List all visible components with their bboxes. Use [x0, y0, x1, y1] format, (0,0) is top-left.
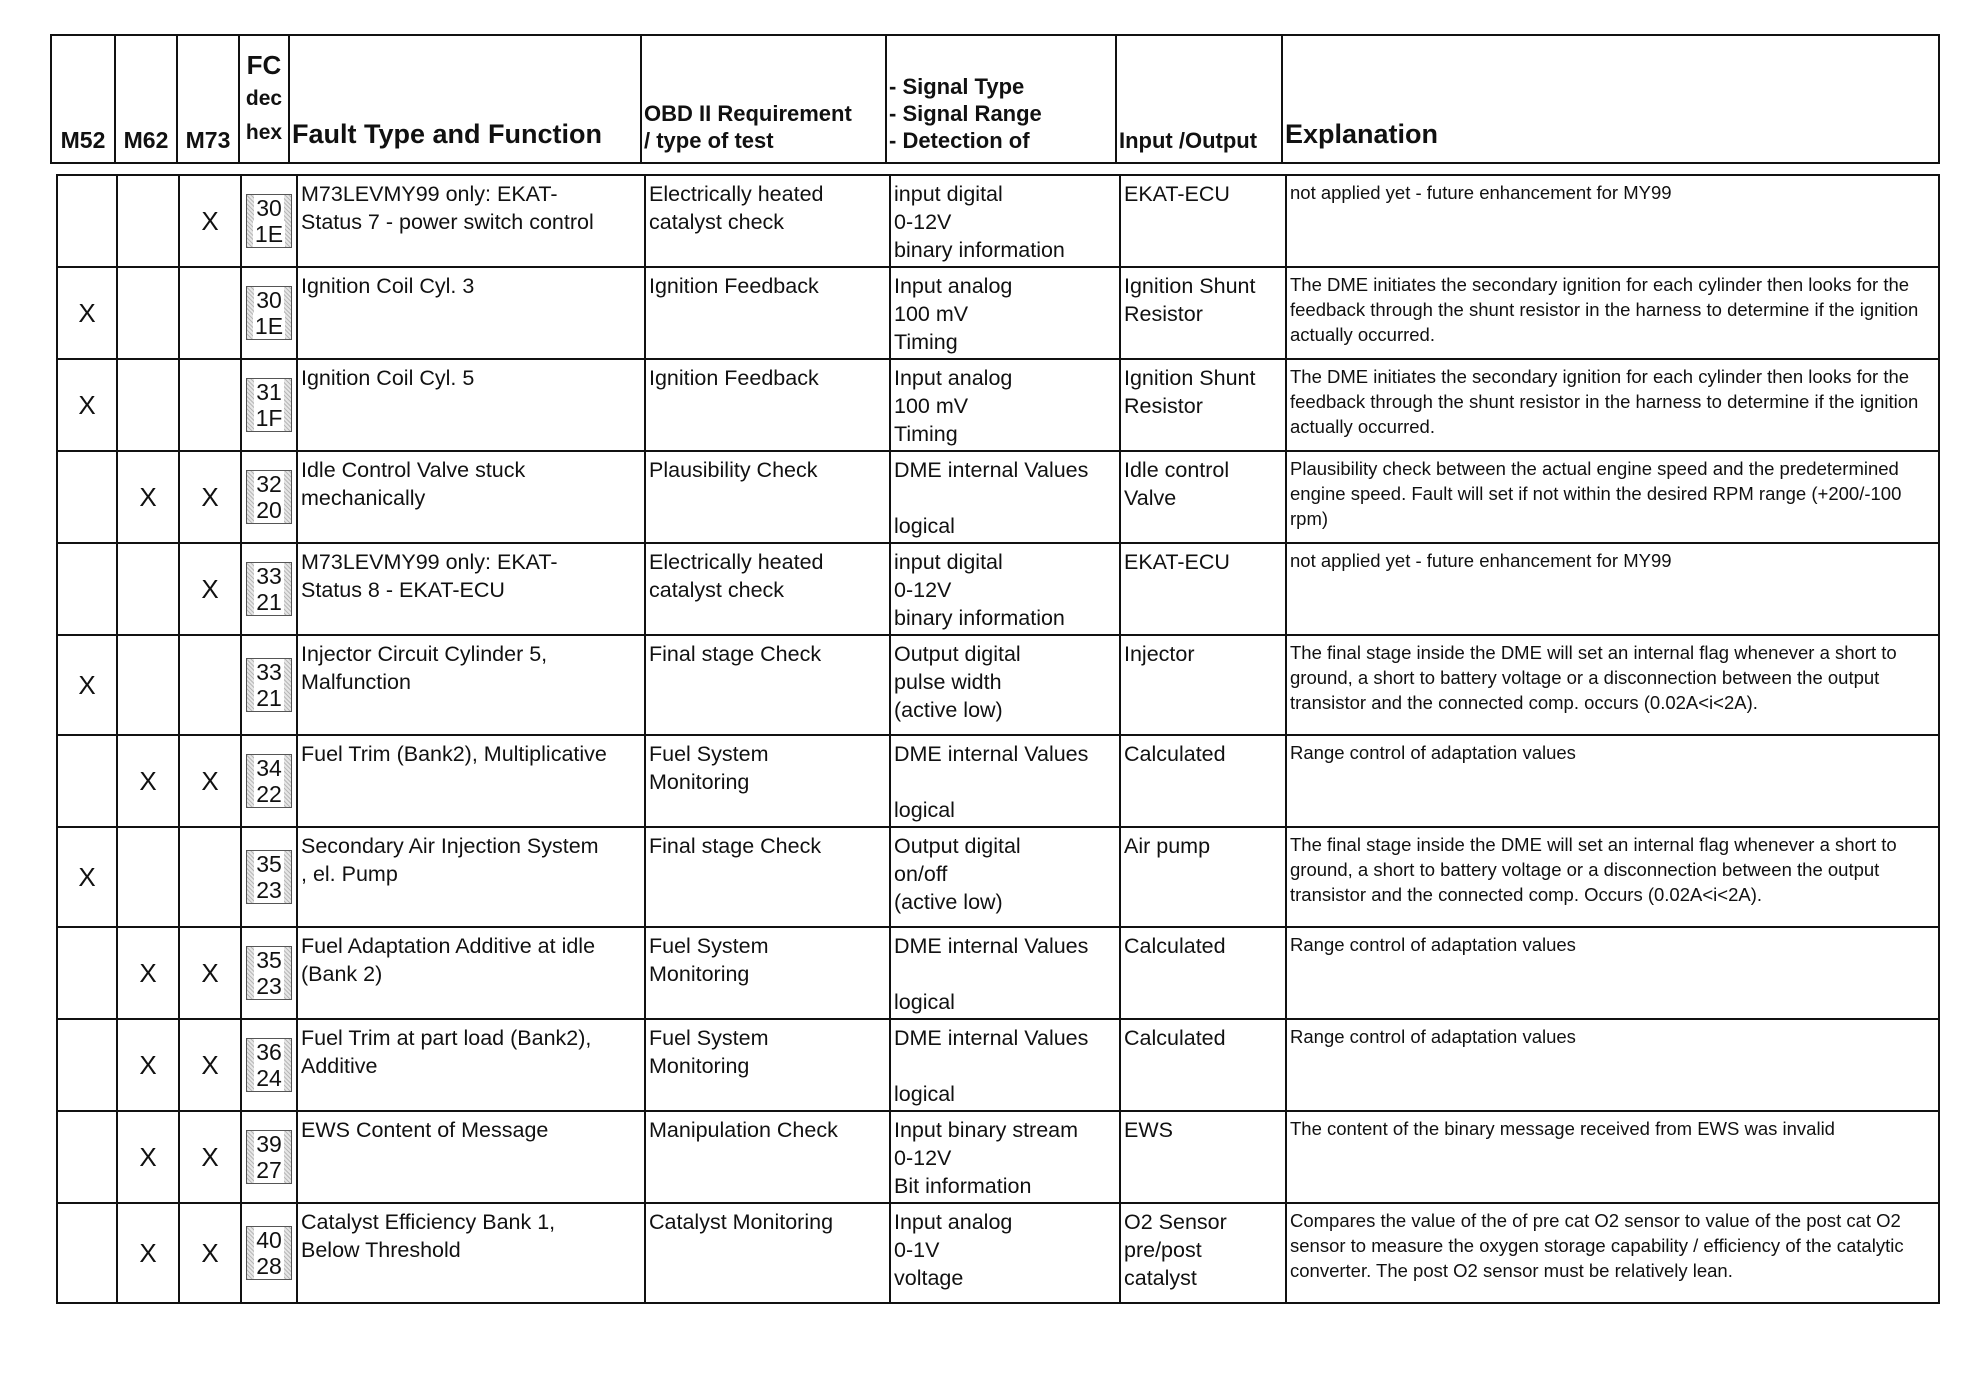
- signal-cell: [890, 1203, 1120, 1303]
- m73-mark-text: X: [201, 958, 219, 988]
- fault-type-cell: [297, 635, 645, 735]
- table-row: [57, 827, 1939, 927]
- header-m52: M52: [51, 35, 115, 163]
- explanation-cell-text: Range control of adaptation values: [1290, 934, 1576, 955]
- m52-mark: [57, 359, 117, 451]
- input-output-cell: [1120, 359, 1286, 451]
- m52-mark-text: X: [78, 862, 96, 892]
- signal-cell-text: Input analog 100 mV Timing: [894, 274, 1013, 354]
- m52-mark: [57, 827, 117, 927]
- fault-code-box: [246, 946, 292, 1000]
- fault-type-cell: [297, 175, 645, 267]
- fault-type-cell-text: Ignition Coil Cyl. 5: [301, 366, 475, 390]
- fault-code-dec: 31: [256, 379, 282, 405]
- signal-cell: [890, 543, 1120, 635]
- explanation-cell-text: Range control of adaptation values: [1290, 1026, 1576, 1047]
- fault-type-cell: [297, 735, 645, 827]
- header-io: Input /Output: [1116, 35, 1282, 163]
- m62-mark-text: X: [139, 1238, 157, 1268]
- signal-cell: [890, 635, 1120, 735]
- obd-requirement-cell-text: Fuel System Monitoring: [649, 1026, 769, 1078]
- fault-code-dec: 30: [256, 287, 282, 313]
- m52-mark: [57, 1019, 117, 1111]
- m73-mark: [179, 735, 241, 827]
- obd-requirement-cell-text: Catalyst Monitoring: [649, 1210, 834, 1234]
- input-output-cell: [1120, 175, 1286, 267]
- signal-cell: [890, 175, 1120, 267]
- m73-mark: [179, 1019, 241, 1111]
- input-output-cell-text: Injector: [1124, 642, 1195, 666]
- table-row: [57, 1111, 1939, 1203]
- signal-cell: [890, 927, 1120, 1019]
- header-fc: [239, 35, 289, 163]
- signal-cell-text: Input analog 100 mV Timing: [894, 366, 1013, 446]
- fault-type-cell-text: M73LEVMY99 only: EKAT- Status 8 - EKAT-ECU: [301, 550, 558, 602]
- fault-type-cell-text: Idle Control Valve stuck mechanically: [301, 458, 526, 510]
- fault-type-cell-text: EWS Content of Message: [301, 1118, 549, 1142]
- fault-code-dec: 33: [256, 659, 282, 685]
- m62-mark: [117, 1019, 179, 1111]
- explanation-cell: [1286, 635, 1939, 735]
- explanation-cell: [1286, 543, 1939, 635]
- fault-code-hex: 20: [256, 497, 282, 523]
- fault-code-box: [246, 1038, 292, 1092]
- fault-code-hex: 1E: [254, 313, 284, 339]
- input-output-cell: [1120, 1019, 1286, 1111]
- fault-type-cell: [297, 1019, 645, 1111]
- input-output-cell: [1120, 1111, 1286, 1203]
- fault-code-dec: 30: [256, 195, 282, 221]
- header-obd: [641, 35, 886, 163]
- fault-code-cell: [241, 1111, 297, 1203]
- m73-mark: [179, 827, 241, 927]
- input-output-cell-text: EKAT-ECU: [1124, 550, 1230, 574]
- input-output-cell-text: Idle control Valve: [1124, 458, 1230, 510]
- signal-cell-text: DME internal Values logical: [894, 742, 1089, 822]
- explanation-cell-text: The final stage inside the DME will set an internal flag whenever a short to ground, a short to battery voltage or a disconnection between the output transistor and the connected comp. occurs (0.02A<i<2A).: [1290, 642, 1897, 713]
- fault-code-box: [246, 286, 292, 340]
- obd-requirement-cell: [645, 267, 890, 359]
- obd-requirement-cell-text: Fuel System Monitoring: [649, 934, 769, 986]
- obd-requirement-cell-text: Ignition Feedback: [649, 274, 819, 298]
- input-output-cell-text: O2 Sensor pre/post catalyst: [1124, 1210, 1227, 1290]
- explanation-cell-text: not applied yet - future enhancement for MY99: [1290, 550, 1672, 571]
- input-output-cell: [1120, 267, 1286, 359]
- explanation-cell-text: The final stage inside the DME will set an internal flag whenever a short to ground, a short to battery voltage or a disconnection between the output transistor and the connected comp. Occurs (0.02A<i<2A).: [1290, 834, 1897, 905]
- obd-requirement-cell: [645, 451, 890, 543]
- explanation-cell: [1286, 267, 1939, 359]
- fault-code-box: [246, 754, 292, 808]
- signal-cell: [890, 827, 1120, 927]
- m73-mark: [179, 927, 241, 1019]
- fault-code-box: [246, 470, 292, 524]
- m62-mark: [117, 175, 179, 267]
- m52-mark: [57, 267, 117, 359]
- fault-type-cell: [297, 927, 645, 1019]
- input-output-cell-text: Calculated: [1124, 1026, 1226, 1050]
- fault-code-dec: 33: [256, 563, 282, 589]
- fault-code-cell: [241, 359, 297, 451]
- fault-type-cell-text: M73LEVMY99 only: EKAT- Status 7 - power switch control: [301, 182, 594, 234]
- fault-code-box: [246, 850, 292, 904]
- obd-requirement-cell-text: Final stage Check: [649, 642, 822, 666]
- signal-cell-text: DME internal Values logical: [894, 1026, 1089, 1106]
- fault-code-box: [246, 562, 292, 616]
- fault-type-cell-text: Fuel Adaptation Additive at idle (Bank 2): [301, 934, 596, 986]
- obd-requirement-cell-text: Ignition Feedback: [649, 366, 819, 390]
- explanation-cell-text: The content of the binary message received from EWS was invalid: [1290, 1118, 1835, 1139]
- fault-code-dec: 32: [256, 471, 282, 497]
- fault-code-hex: 24: [256, 1065, 282, 1091]
- m73-mark-text: X: [201, 1238, 219, 1268]
- obd-requirement-cell-text: Plausibility Check: [649, 458, 818, 482]
- m73-mark-text: X: [201, 574, 219, 604]
- m62-mark: [117, 267, 179, 359]
- fault-type-cell: [297, 1111, 645, 1203]
- m52-mark: [57, 1111, 117, 1203]
- input-output-cell: [1120, 1203, 1286, 1303]
- input-output-cell-text: EWS: [1124, 1118, 1173, 1142]
- fault-code-hex: 23: [256, 973, 282, 999]
- header-fc-line2: dec: [245, 87, 283, 110]
- fault-code-box: [246, 1226, 292, 1280]
- signal-cell: [890, 735, 1120, 827]
- header-signal-line3: - Detection of: [889, 128, 1030, 153]
- explanation-cell-text: Range control of adaptation values: [1290, 742, 1576, 763]
- fault-code-cell: [241, 543, 297, 635]
- explanation-cell: [1286, 1019, 1939, 1111]
- explanation-cell-text: The DME initiates the secondary ignition for each cylinder then looks for the feedback through the shunt resistor in the harness to determine if the ignition actually occurred.: [1290, 274, 1919, 345]
- m73-mark: [179, 267, 241, 359]
- header-signal-line2: - Signal Range: [889, 101, 1042, 126]
- explanation-cell: [1286, 175, 1939, 267]
- fault-type-cell-text: Catalyst Efficiency Bank 1, Below Threshold: [301, 1210, 556, 1262]
- input-output-cell-text: Air pump: [1124, 834, 1211, 858]
- m62-mark-text: X: [139, 958, 157, 988]
- fault-code-hex: 23: [256, 877, 282, 903]
- input-output-cell-text: Calculated: [1124, 742, 1226, 766]
- m73-mark: [179, 175, 241, 267]
- fault-code-hex: 28: [256, 1253, 282, 1279]
- fault-code-box: [246, 1130, 292, 1184]
- fault-type-cell: [297, 543, 645, 635]
- obd-requirement-cell-text: Final stage Check: [649, 834, 822, 858]
- m73-mark: [179, 359, 241, 451]
- obd-requirement-cell-text: Electrically heated catalyst check: [649, 182, 824, 234]
- m52-mark-text: X: [78, 670, 96, 700]
- explanation-cell: [1286, 827, 1939, 927]
- m62-mark: [117, 1203, 179, 1303]
- fault-code-cell: [241, 735, 297, 827]
- header-table: [50, 34, 1940, 164]
- header-obd-line2: / type of test: [644, 128, 774, 153]
- signal-cell-text: DME internal Values logical: [894, 458, 1089, 538]
- fault-code-dec: 35: [256, 947, 282, 973]
- m62-mark: [117, 451, 179, 543]
- fault-type-cell: [297, 451, 645, 543]
- fault-code-table: [56, 174, 1940, 1304]
- m62-mark: [117, 1111, 179, 1203]
- signal-cell: [890, 1111, 1120, 1203]
- obd-requirement-cell: [645, 735, 890, 827]
- table-row: [57, 927, 1939, 1019]
- signal-cell-text: DME internal Values logical: [894, 934, 1089, 1014]
- table-row: [57, 635, 1939, 735]
- m73-mark-text: X: [201, 766, 219, 796]
- input-output-cell: [1120, 543, 1286, 635]
- header-m73: M73: [177, 35, 239, 163]
- input-output-cell: [1120, 451, 1286, 543]
- input-output-cell-text: Calculated: [1124, 934, 1226, 958]
- fault-code-cell: [241, 827, 297, 927]
- fault-type-cell-text: Secondary Air Injection System , el. Pump: [301, 834, 599, 886]
- fault-code-hex: 21: [256, 685, 282, 711]
- fault-code-hex: 22: [256, 781, 282, 807]
- m52-mark: [57, 735, 117, 827]
- fault-code-cell: [241, 1203, 297, 1303]
- obd-requirement-cell-text: Electrically heated catalyst check: [649, 550, 824, 602]
- fault-code-dec: 36: [256, 1039, 282, 1065]
- m73-mark: [179, 635, 241, 735]
- obd-requirement-cell: [645, 175, 890, 267]
- fault-code-cell: [241, 175, 297, 267]
- m52-mark-text: X: [78, 298, 96, 328]
- header-fc-line1: FC: [246, 50, 282, 80]
- header-explanation: Explanation: [1282, 35, 1939, 163]
- fault-code-box: [246, 378, 292, 432]
- fault-type-cell-text: Fuel Trim at part load (Bank2), Additive: [301, 1026, 592, 1078]
- input-output-cell: [1120, 635, 1286, 735]
- signal-cell-text: Input analog 0-1V voltage: [894, 1210, 1013, 1290]
- signal-cell: [890, 267, 1120, 359]
- m62-mark: [117, 827, 179, 927]
- fault-type-cell-text: Ignition Coil Cyl. 3: [301, 274, 475, 298]
- fault-code-dec: 40: [256, 1227, 282, 1253]
- explanation-cell-text: Plausibility check between the actual engine speed and the predetermined engine speed. Fault will set if not within the desired RPM range (+200/-100 rpm): [1290, 458, 1902, 529]
- obd-requirement-cell: [645, 1111, 890, 1203]
- obd-requirement-cell-text: Fuel System Monitoring: [649, 742, 769, 794]
- m52-mark: [57, 175, 117, 267]
- table-row: [57, 451, 1939, 543]
- header-signal-line1: - Signal Type: [889, 74, 1025, 99]
- signal-cell: [890, 359, 1120, 451]
- m73-mark-text: X: [201, 482, 219, 512]
- signal-cell: [890, 1019, 1120, 1111]
- m73-mark: [179, 451, 241, 543]
- m52-mark: [57, 543, 117, 635]
- table-row: [57, 543, 1939, 635]
- explanation-cell: [1286, 735, 1939, 827]
- m62-mark-text: X: [139, 1050, 157, 1080]
- m52-mark: [57, 451, 117, 543]
- obd-requirement-cell: [645, 635, 890, 735]
- fault-code-hex: 27: [256, 1157, 282, 1183]
- m62-mark-text: X: [139, 766, 157, 796]
- signal-cell-text: input digital 0-12V binary information: [894, 550, 1065, 630]
- signal-cell: [890, 451, 1120, 543]
- m73-mark-text: X: [201, 206, 219, 236]
- fault-code-box: [246, 194, 292, 248]
- explanation-cell-text: Compares the value of the of pre cat O2 sensor to value of the post cat O2 sensor to measure the oxygen storage capability / efficiency of the catalytic converter. The post O2 sensor must be relatively lean.: [1290, 1210, 1904, 1281]
- signal-cell-text: Output digital on/off (active low): [894, 834, 1021, 914]
- obd-requirement-cell: [645, 827, 890, 927]
- fault-type-cell: [297, 1203, 645, 1303]
- signal-cell-text: Input binary stream 0-12V Bit information: [894, 1118, 1079, 1198]
- fault-code-cell: [241, 267, 297, 359]
- m73-mark: [179, 1203, 241, 1303]
- m52-mark: [57, 1203, 117, 1303]
- header-obd-line1: OBD II Requirement: [644, 101, 852, 126]
- m52-mark: [57, 927, 117, 1019]
- table-row: [57, 1203, 1939, 1303]
- fault-type-cell: [297, 359, 645, 451]
- fault-code-box: [246, 658, 292, 712]
- input-output-cell: [1120, 827, 1286, 927]
- m62-mark: [117, 543, 179, 635]
- m73-mark: [179, 1111, 241, 1203]
- table-row: [57, 735, 1939, 827]
- obd-requirement-cell: [645, 543, 890, 635]
- obd-requirement-cell-text: Manipulation Check: [649, 1118, 838, 1142]
- table-row: [57, 267, 1939, 359]
- table-row: [57, 359, 1939, 451]
- m62-mark: [117, 635, 179, 735]
- obd-requirement-cell: [645, 359, 890, 451]
- fault-code-hex: 1F: [255, 405, 283, 431]
- fault-code-dec: 35: [256, 851, 282, 877]
- input-output-cell: [1120, 735, 1286, 827]
- header-signal: [886, 35, 1116, 163]
- signal-cell-text: input digital 0-12V binary information: [894, 182, 1065, 262]
- m52-mark: [57, 635, 117, 735]
- explanation-cell: [1286, 1203, 1939, 1303]
- explanation-cell: [1286, 359, 1939, 451]
- m62-mark-text: X: [139, 1142, 157, 1172]
- explanation-cell-text: not applied yet - future enhancement for MY99: [1290, 182, 1672, 203]
- obd-requirement-cell: [645, 1203, 890, 1303]
- fault-code-cell: [241, 635, 297, 735]
- explanation-cell-text: The DME initiates the secondary ignition for each cylinder then looks for the feedback through the shunt resistor in the harness to determine if the ignition actually occurred.: [1290, 366, 1919, 437]
- fault-code-cell: [241, 1019, 297, 1111]
- fault-code-cell: [241, 451, 297, 543]
- m73-mark: [179, 543, 241, 635]
- fault-type-cell: [297, 827, 645, 927]
- signal-cell-text: Output digital pulse width (active low): [894, 642, 1021, 722]
- explanation-cell: [1286, 927, 1939, 1019]
- fault-code-hex: 21: [256, 589, 282, 615]
- m52-mark-text: X: [78, 390, 96, 420]
- m62-mark: [117, 927, 179, 1019]
- fault-code-dec: 34: [256, 755, 282, 781]
- fault-code-cell: [241, 927, 297, 1019]
- obd-requirement-cell: [645, 1019, 890, 1111]
- fault-type-cell-text: Fuel Trim (Bank2), Multiplicative: [301, 742, 607, 766]
- header-m62: M62: [115, 35, 177, 163]
- input-output-cell: [1120, 927, 1286, 1019]
- m73-mark-text: X: [201, 1050, 219, 1080]
- fault-code-dec: 39: [256, 1131, 282, 1157]
- fault-type-cell: [297, 267, 645, 359]
- header-fc-line3: hex: [245, 121, 283, 144]
- header-fault: Fault Type and Function: [289, 35, 641, 163]
- m62-mark: [117, 735, 179, 827]
- m62-mark-text: X: [139, 482, 157, 512]
- fault-type-cell-text: Injector Circuit Cylinder 5, Malfunction: [301, 642, 548, 694]
- input-output-cell-text: EKAT-ECU: [1124, 182, 1230, 206]
- input-output-cell-text: Ignition Shunt Resistor: [1124, 366, 1256, 418]
- explanation-cell: [1286, 1111, 1939, 1203]
- fault-code-hex: 1E: [254, 221, 284, 247]
- table-row: [57, 175, 1939, 267]
- m62-mark: [117, 359, 179, 451]
- input-output-cell-text: Ignition Shunt Resistor: [1124, 274, 1256, 326]
- table-row: [57, 1019, 1939, 1111]
- obd-requirement-cell: [645, 927, 890, 1019]
- explanation-cell: [1286, 451, 1939, 543]
- m73-mark-text: X: [201, 1142, 219, 1172]
